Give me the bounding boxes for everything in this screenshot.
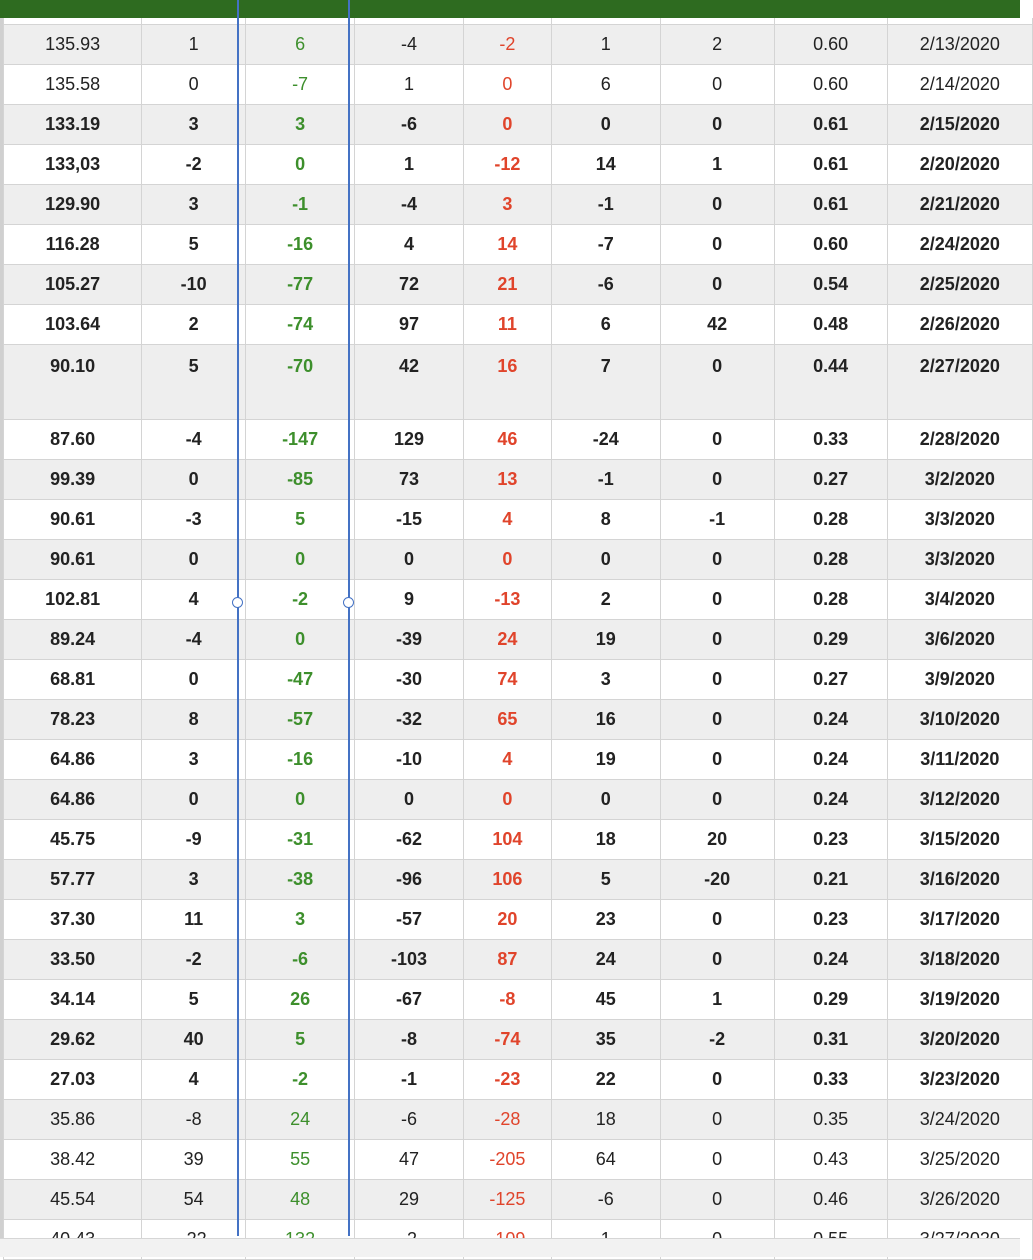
table-cell[interactable]: 87	[463, 940, 551, 980]
table-cell[interactable]: 73	[355, 460, 464, 500]
table-cell[interactable]: 3/19/2020	[887, 980, 1032, 1020]
table-cell[interactable]: 0.61	[774, 185, 887, 225]
table-cell[interactable]: 65	[463, 700, 551, 740]
table-cell[interactable]: 2/15/2020	[887, 105, 1032, 145]
table-cell[interactable]: 3/20/2020	[887, 1020, 1032, 1060]
table-cell[interactable]: -1	[551, 460, 660, 500]
table-cell[interactable]: 19	[551, 740, 660, 780]
table-cell[interactable]: 0	[246, 145, 355, 185]
table-cell[interactable]: 0.28	[774, 580, 887, 620]
table-cell[interactable]: 45.75	[4, 820, 142, 860]
table-cell[interactable]: -2	[142, 145, 246, 185]
table-cell[interactable]: -4	[142, 420, 246, 460]
table-cell[interactable]: 1	[660, 980, 774, 1020]
table-cell[interactable]: 78.23	[4, 700, 142, 740]
table-cell[interactable]: 0	[660, 940, 774, 980]
table-cell[interactable]: 1	[660, 145, 774, 185]
table-cell[interactable]: 68.81	[4, 660, 142, 700]
table-cell[interactable]: 0.61	[774, 105, 887, 145]
table-cell[interactable]: 0.27	[774, 460, 887, 500]
spreadsheet-grid[interactable]	[0, 18, 1020, 1238]
table-cell[interactable]: 129.90	[4, 185, 142, 225]
table-row[interactable]	[4, 345, 1033, 420]
table-cell[interactable]: 1	[551, 25, 660, 65]
table-cell[interactable]: 9	[355, 580, 464, 620]
table-cell[interactable]: -1	[246, 185, 355, 225]
table-cell[interactable]: 0.44	[774, 345, 887, 420]
table-cell[interactable]: 0.33	[774, 420, 887, 460]
table-cell[interactable]: 0.24	[774, 740, 887, 780]
table-cell[interactable]: 0	[551, 540, 660, 580]
table-cell[interactable]: -6	[551, 265, 660, 305]
table-cell[interactable]: 2/20/2020	[887, 145, 1032, 185]
table-cell[interactable]: 24	[463, 620, 551, 660]
table-cell[interactable]: 0.61	[774, 145, 887, 185]
table-row[interactable]	[4, 980, 1033, 1020]
table-cell[interactable]: 4	[355, 225, 464, 265]
table-cell[interactable]: 5	[246, 500, 355, 540]
table-cell[interactable]: 4	[463, 500, 551, 540]
table-cell[interactable]: -57	[246, 700, 355, 740]
table-cell[interactable]: 0	[660, 540, 774, 580]
table-cell[interactable]: 4	[142, 1060, 246, 1100]
table-row[interactable]	[4, 25, 1033, 65]
table-cell[interactable]: 0	[355, 540, 464, 580]
table-cell[interactable]: 20	[463, 900, 551, 940]
table-cell[interactable]: 39	[142, 1140, 246, 1180]
table-cell[interactable]: 45	[551, 980, 660, 1020]
table-cell[interactable]: 64	[551, 1140, 660, 1180]
table-cell[interactable]: -205	[463, 1140, 551, 1180]
table-cell[interactable]: -10	[142, 265, 246, 305]
table-row[interactable]	[4, 265, 1033, 305]
table-cell[interactable]: 0	[660, 1060, 774, 1100]
table-cell[interactable]: 55	[246, 1140, 355, 1180]
table-cell[interactable]: 0	[660, 900, 774, 940]
table-cell[interactable]: -2	[142, 940, 246, 980]
table-cell[interactable]: 64.86	[4, 740, 142, 780]
table-cell[interactable]: 90.61	[4, 540, 142, 580]
table-cell[interactable]: -147	[246, 420, 355, 460]
selection-right-edge[interactable]	[348, 0, 350, 1236]
table-cell[interactable]: -70	[246, 345, 355, 420]
table-cell[interactable]: 48	[246, 1180, 355, 1220]
table-cell[interactable]: -74	[463, 1020, 551, 1060]
table-cell[interactable]: 2/13/2020	[887, 25, 1032, 65]
table-cell[interactable]: -6	[551, 1180, 660, 1220]
table-row[interactable]	[4, 940, 1033, 980]
table-cell[interactable]: 5	[142, 980, 246, 1020]
table-cell[interactable]: 0	[660, 660, 774, 700]
table-cell[interactable]: 0.21	[774, 860, 887, 900]
table-cell[interactable]: -96	[355, 860, 464, 900]
selection-right-handle[interactable]	[343, 597, 354, 608]
table-cell[interactable]: 3	[463, 185, 551, 225]
table-cell[interactable]: -9	[142, 820, 246, 860]
table-cell[interactable]: 90.61	[4, 500, 142, 540]
table-cell[interactable]: 0.28	[774, 500, 887, 540]
table-cell[interactable]: -23	[463, 1060, 551, 1100]
table-cell[interactable]: 0	[660, 620, 774, 660]
table-cell[interactable]: 129	[355, 420, 464, 460]
table-cell[interactable]: 133,03	[4, 145, 142, 185]
table-cell[interactable]: 18	[551, 1100, 660, 1140]
table-cell[interactable]: 6	[551, 65, 660, 105]
table-cell[interactable]: 0	[660, 185, 774, 225]
table-cell[interactable]: 3	[142, 185, 246, 225]
table-cell[interactable]: 87.60	[4, 420, 142, 460]
table-cell[interactable]: 0	[660, 460, 774, 500]
table-cell[interactable]: 0.31	[774, 1020, 887, 1060]
table-row[interactable]	[4, 1140, 1033, 1180]
table-cell[interactable]: 3/24/2020	[887, 1100, 1032, 1140]
table-cell[interactable]: 29	[355, 1180, 464, 1220]
table-cell[interactable]: 54	[142, 1180, 246, 1220]
table-cell[interactable]: 3/18/2020	[887, 940, 1032, 980]
table-row[interactable]	[4, 305, 1033, 345]
table-cell[interactable]: 0	[660, 700, 774, 740]
table-cell[interactable]: -74	[246, 305, 355, 345]
table-cell[interactable]: 3/10/2020	[887, 700, 1032, 740]
table-row[interactable]	[4, 1020, 1033, 1060]
table-cell[interactable]: 2/25/2020	[887, 265, 1032, 305]
table-row[interactable]	[4, 820, 1033, 860]
table-cell[interactable]: 42	[660, 305, 774, 345]
table-cell[interactable]: 19	[551, 620, 660, 660]
table-cell[interactable]: 106	[463, 860, 551, 900]
table-cell[interactable]: -39	[355, 620, 464, 660]
table-cell[interactable]: 135.93	[4, 25, 142, 65]
table-cell[interactable]: 3	[142, 105, 246, 145]
table-cell[interactable]: 35.86	[4, 1100, 142, 1140]
table-cell[interactable]: 0	[142, 780, 246, 820]
table-cell[interactable]: 0	[463, 105, 551, 145]
table-cell[interactable]: -16	[246, 225, 355, 265]
table-cell[interactable]: 3/4/2020	[887, 580, 1032, 620]
table-cell[interactable]: 133.19	[4, 105, 142, 145]
table-cell[interactable]: 0	[660, 105, 774, 145]
table-cell[interactable]: 0.23	[774, 900, 887, 940]
table-cell[interactable]: 2/14/2020	[887, 65, 1032, 105]
table-cell[interactable]: -47	[246, 660, 355, 700]
table-cell[interactable]: 0	[246, 540, 355, 580]
table-cell[interactable]: 20	[660, 820, 774, 860]
table-cell[interactable]: 0.60	[774, 65, 887, 105]
table-cell[interactable]: 3/9/2020	[887, 660, 1032, 700]
selection-left-edge[interactable]	[237, 0, 239, 1236]
table-cell[interactable]: -4	[142, 620, 246, 660]
table-cell[interactable]: 46	[463, 420, 551, 460]
table-cell[interactable]: -6	[355, 105, 464, 145]
table-cell[interactable]: 105.27	[4, 265, 142, 305]
table-cell[interactable]: 14	[463, 225, 551, 265]
table-cell[interactable]: 35	[551, 1020, 660, 1060]
table-cell[interactable]: 26	[246, 980, 355, 1020]
table-cell[interactable]: 0	[142, 660, 246, 700]
table-cell[interactable]: 3/16/2020	[887, 860, 1032, 900]
table-cell[interactable]: 24	[551, 940, 660, 980]
table-cell[interactable]: -16	[246, 740, 355, 780]
table-cell[interactable]: -10	[355, 740, 464, 780]
table-cell[interactable]: 22	[551, 1060, 660, 1100]
table-cell[interactable]: 0.43	[774, 1140, 887, 1180]
table-cell[interactable]: 0.33	[774, 1060, 887, 1100]
table-cell[interactable]: -38	[246, 860, 355, 900]
table-cell[interactable]: 2	[551, 580, 660, 620]
table-cell[interactable]: -2	[660, 1020, 774, 1060]
table-row[interactable]	[4, 65, 1033, 105]
table-cell[interactable]: -67	[355, 980, 464, 1020]
table-cell[interactable]: 0.24	[774, 780, 887, 820]
table-cell[interactable]: 13	[463, 460, 551, 500]
table-cell[interactable]: 97	[355, 305, 464, 345]
table-cell[interactable]: 11	[463, 305, 551, 345]
table-cell[interactable]: -24	[551, 420, 660, 460]
table-cell[interactable]: 0.54	[774, 265, 887, 305]
table-row[interactable]	[4, 1100, 1033, 1140]
table-row[interactable]	[4, 1060, 1033, 1100]
table-cell[interactable]: 4	[463, 740, 551, 780]
table-cell[interactable]: 116.28	[4, 225, 142, 265]
table-cell[interactable]: 72	[355, 265, 464, 305]
window-toolbar-strip	[0, 0, 1020, 18]
table-cell[interactable]: 0.35	[774, 1100, 887, 1140]
table-cell[interactable]: -8	[355, 1020, 464, 1060]
table-row[interactable]	[4, 740, 1033, 780]
table-cell[interactable]: -57	[355, 900, 464, 940]
table-row[interactable]	[4, 185, 1033, 225]
table-cell[interactable]: 0	[660, 1100, 774, 1140]
table-row[interactable]	[4, 420, 1033, 460]
table-cell[interactable]: 0	[551, 105, 660, 145]
table-cell[interactable]: 0.24	[774, 700, 887, 740]
table-cell[interactable]: -4	[355, 185, 464, 225]
table-cell[interactable]: 3/26/2020	[887, 1180, 1032, 1220]
table-cell[interactable]: -77	[246, 265, 355, 305]
table-cell[interactable]: -12	[463, 145, 551, 185]
table-cell[interactable]: 0.60	[774, 225, 887, 265]
table-cell[interactable]: 64.86	[4, 780, 142, 820]
table-cell[interactable]: 27.03	[4, 1060, 142, 1100]
table-cell[interactable]: 0.46	[774, 1180, 887, 1220]
table-cell[interactable]: 0	[660, 225, 774, 265]
table-cell[interactable]: 1	[355, 65, 464, 105]
table-cell[interactable]: -85	[246, 460, 355, 500]
table-cell[interactable]: -62	[355, 820, 464, 860]
table-row[interactable]	[4, 900, 1033, 940]
table-cell[interactable]: 89.24	[4, 620, 142, 660]
table-cell[interactable]: 0	[463, 780, 551, 820]
table-row[interactable]	[4, 620, 1033, 660]
table-cell[interactable]: -7	[551, 225, 660, 265]
table-row[interactable]	[4, 145, 1033, 185]
table-cell[interactable]: 23	[551, 900, 660, 940]
table-cell[interactable]: 8	[551, 500, 660, 540]
table-cell[interactable]: 0.29	[774, 980, 887, 1020]
table-cell[interactable]: 3/3/2020	[887, 500, 1032, 540]
table-cell[interactable]: 0.29	[774, 620, 887, 660]
table-row[interactable]	[4, 500, 1033, 540]
table-cell[interactable]: 0	[660, 780, 774, 820]
table-cell[interactable]: 6	[246, 25, 355, 65]
table-cell[interactable]: 0.28	[774, 540, 887, 580]
table-cell[interactable]: 5	[246, 1020, 355, 1060]
table-cell[interactable]: 0	[142, 65, 246, 105]
horizontal-scrollbar[interactable]	[0, 1238, 1020, 1257]
table-cell[interactable]: 0	[660, 345, 774, 420]
table-cell[interactable]: 11	[142, 900, 246, 940]
table-cell[interactable]: 2/26/2020	[887, 305, 1032, 345]
table-cell[interactable]: 6	[551, 305, 660, 345]
table-cell[interactable]: 104	[463, 820, 551, 860]
table-cell[interactable]: 8	[142, 700, 246, 740]
table-row[interactable]	[4, 105, 1033, 145]
table-cell[interactable]: 2/24/2020	[887, 225, 1032, 265]
table-cell[interactable]: 2	[142, 305, 246, 345]
table-cell[interactable]: 18	[551, 820, 660, 860]
table-row[interactable]	[4, 540, 1033, 580]
table-cell[interactable]: 0	[660, 1140, 774, 1180]
table-cell[interactable]: -4	[355, 25, 464, 65]
table-cell[interactable]: 3	[246, 900, 355, 940]
table-cell[interactable]: 2/27/2020	[887, 345, 1032, 420]
table-cell[interactable]: 99.39	[4, 460, 142, 500]
table-cell[interactable]: 0	[660, 265, 774, 305]
table-cell[interactable]: -3	[142, 500, 246, 540]
table-cell[interactable]: -1	[660, 500, 774, 540]
table-cell[interactable]: 3	[246, 105, 355, 145]
table-cell[interactable]: -15	[355, 500, 464, 540]
table-cell[interactable]: 4	[142, 580, 246, 620]
table-cell[interactable]: 24	[246, 1100, 355, 1140]
table-cell[interactable]: -2	[463, 25, 551, 65]
table-cell[interactable]: 3/11/2020	[887, 740, 1032, 780]
table-cell[interactable]: 1	[355, 145, 464, 185]
table-cell[interactable]: -30	[355, 660, 464, 700]
table-cell[interactable]: -8	[463, 980, 551, 1020]
table-cell[interactable]: -13	[463, 580, 551, 620]
table-row[interactable]	[4, 460, 1033, 500]
table-cell[interactable]: 3/25/2020	[887, 1140, 1032, 1180]
table-cell[interactable]: 74	[463, 660, 551, 700]
table-cell[interactable]: -31	[246, 820, 355, 860]
table-cell[interactable]: -1	[551, 185, 660, 225]
table-cell[interactable]: 3/17/2020	[887, 900, 1032, 940]
table-cell[interactable]: -125	[463, 1180, 551, 1220]
table-cell[interactable]: 42	[355, 345, 464, 420]
table-cell[interactable]: 0	[463, 65, 551, 105]
table-cell[interactable]: 3/3/2020	[887, 540, 1032, 580]
table-cell[interactable]: -7	[246, 65, 355, 105]
selection-left-handle[interactable]	[232, 597, 243, 608]
table-cell[interactable]: 0	[463, 540, 551, 580]
table-cell[interactable]: -8	[142, 1100, 246, 1140]
table-cell[interactable]: -28	[463, 1100, 551, 1140]
table-cell[interactable]: -1	[355, 1060, 464, 1100]
table-cell[interactable]: -32	[355, 700, 464, 740]
table-cell[interactable]: 16	[551, 700, 660, 740]
table-cell[interactable]: 7	[551, 345, 660, 420]
table-cell[interactable]: 37.30	[4, 900, 142, 940]
table-cell[interactable]: 38.42	[4, 1140, 142, 1180]
table-row[interactable]	[4, 660, 1033, 700]
table-row[interactable]	[4, 780, 1033, 820]
table-cell[interactable]: 40	[142, 1020, 246, 1060]
table-cell[interactable]: 3/12/2020	[887, 780, 1032, 820]
table-body	[4, 18, 1033, 1260]
table-cell[interactable]: -2	[246, 580, 355, 620]
table-cell[interactable]: 29.62	[4, 1020, 142, 1060]
table-cell[interactable]: 2/21/2020	[887, 185, 1032, 225]
table-cell[interactable]: -20	[660, 860, 774, 900]
table-cell[interactable]: 3/23/2020	[887, 1060, 1032, 1100]
table-cell[interactable]: 57.77	[4, 860, 142, 900]
table-cell[interactable]: 0	[246, 780, 355, 820]
table-cell[interactable]: 3	[142, 860, 246, 900]
table-cell[interactable]: 5	[551, 860, 660, 900]
table-cell[interactable]: 34.14	[4, 980, 142, 1020]
table-cell[interactable]: 0	[355, 780, 464, 820]
table-cell[interactable]: 0	[660, 740, 774, 780]
table-cell[interactable]: 103.64	[4, 305, 142, 345]
table-cell[interactable]: 0	[660, 1180, 774, 1220]
table-cell[interactable]: 3/2/2020	[887, 460, 1032, 500]
table-cell[interactable]: 1	[142, 25, 246, 65]
table-cell[interactable]: 3	[551, 660, 660, 700]
table-cell[interactable]: 2/28/2020	[887, 420, 1032, 460]
table-cell[interactable]: 0.27	[774, 660, 887, 700]
table-cell[interactable]: 0	[660, 65, 774, 105]
table-row[interactable]	[4, 580, 1033, 620]
table-cell[interactable]: 0	[142, 540, 246, 580]
table-cell[interactable]: 3/15/2020	[887, 820, 1032, 860]
table-cell[interactable]: 5	[142, 345, 246, 420]
table-cell[interactable]: 0	[660, 420, 774, 460]
table-cell[interactable]: 0	[142, 460, 246, 500]
table-cell[interactable]: 90.10	[4, 345, 142, 420]
table-row[interactable]	[4, 225, 1033, 265]
table-cell[interactable]: 3	[142, 740, 246, 780]
table-row[interactable]	[4, 860, 1033, 900]
table-cell[interactable]: -2	[246, 1060, 355, 1100]
table-cell[interactable]: 0	[246, 620, 355, 660]
table-cell[interactable]: 0.60	[774, 25, 887, 65]
table-row[interactable]	[4, 700, 1033, 740]
table-cell[interactable]: -6	[355, 1100, 464, 1140]
table-cell[interactable]: 45.54	[4, 1180, 142, 1220]
table-cell[interactable]: 135.58	[4, 65, 142, 105]
table-cell[interactable]: 16	[463, 345, 551, 420]
table-cell[interactable]: 0.23	[774, 820, 887, 860]
table-cell[interactable]: 3/6/2020	[887, 620, 1032, 660]
table-cell[interactable]: 0.24	[774, 940, 887, 980]
table-cell[interactable]: 33.50	[4, 940, 142, 980]
table-cell[interactable]: 0.48	[774, 305, 887, 345]
table-cell[interactable]: 47	[355, 1140, 464, 1180]
table-cell[interactable]: 21	[463, 265, 551, 305]
data-table	[3, 18, 1033, 1260]
table-cell[interactable]: 0	[660, 580, 774, 620]
table-cell[interactable]: -6	[246, 940, 355, 980]
table-cell[interactable]: 14	[551, 145, 660, 185]
table-row[interactable]	[4, 1180, 1033, 1220]
table-cell[interactable]: -103	[355, 940, 464, 980]
table-cell[interactable]: 5	[142, 225, 246, 265]
table-cell[interactable]: 102.81	[4, 580, 142, 620]
table-cell[interactable]: 2	[660, 25, 774, 65]
table-cell[interactable]: 0	[551, 780, 660, 820]
